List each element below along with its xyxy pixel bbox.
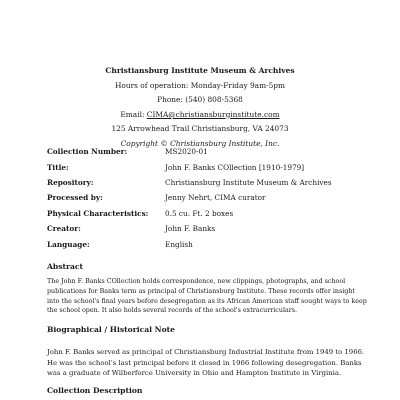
hours-of-operation: Hours of operation: Monday-Friday 9am-5pm [114, 80, 286, 90]
metadata-label: Physical Characteristics: [47, 208, 149, 218]
metadata-value: John F. Banks COllection [1910-1979] [165, 162, 305, 172]
metadata-value: English [165, 239, 193, 249]
metadata-row [47, 236, 332, 251]
collection-metadata-table [47, 144, 332, 252]
metadata-label: Language: [47, 239, 90, 249]
metadata-value: Christiansburg Institute Museum & Archives [165, 177, 332, 187]
metadata-label: Processed by: [47, 193, 103, 203]
abstract-heading: Abstract [47, 262, 84, 271]
collection-description-heading: Collection Description [47, 386, 143, 395]
biographical-heading: Biographical / Historical Note [47, 325, 176, 334]
phone-number: Phone: (540) 808-5368 [157, 95, 243, 105]
abstract-section [47, 262, 367, 316]
metadata-row [47, 190, 332, 205]
metadata-value: MS2020-01 [165, 147, 208, 157]
email-line [0, 108, 400, 123]
email-link[interactable]: CIMA@christiansburginstitute.com [146, 109, 280, 119]
abstract-text: The John F. Banks COllection holds correspondence, new clippings, photographs, and school publications for Banks term as principal of Christiansburg Institute. These records offer insight into the school's final years before desegregation as its African American staff sought ways to keep the school open. It also holds several records of the school's extracurriculars. [47, 278, 367, 315]
metadata-row [47, 221, 332, 236]
metadata-row [47, 159, 332, 174]
metadata-value: John F. Banks [165, 224, 216, 234]
metadata-label: Creator: [47, 224, 81, 234]
document-header [0, 64, 400, 152]
collection-description-section [47, 386, 367, 396]
metadata-row [47, 144, 332, 159]
metadata-value: Jenny Nehrt, CIMA curator [165, 193, 266, 203]
metadata-row [47, 206, 332, 221]
metadata-label: Title: [47, 162, 69, 172]
address: 125 Arrowhead Trail Christiansburg, VA 24073 [111, 124, 289, 134]
biographical-text: John F. Banks served as principal of Christiansburg Industrial Institute from 1949 to 1966. He was the school's last principal before it closed in 1966 following desegregation. Banks was a graduate of Wilberforce University in Ohio and Hampton Institute in Virginia. [47, 348, 365, 378]
metadata-label: Repository: [47, 177, 94, 187]
metadata-row [47, 175, 332, 190]
metadata-label: Collection Number: [47, 147, 128, 157]
metadata-value: 0.5 cu. Ft. 2 boxes [165, 208, 234, 218]
email-label: Email: [120, 109, 145, 119]
copyright-notice: Copyright © Christiansburg Institute, Inc. [120, 138, 280, 148]
organization-name: Christiansburg Institute Museum & Archives [105, 66, 295, 75]
biographical-section [47, 325, 367, 379]
